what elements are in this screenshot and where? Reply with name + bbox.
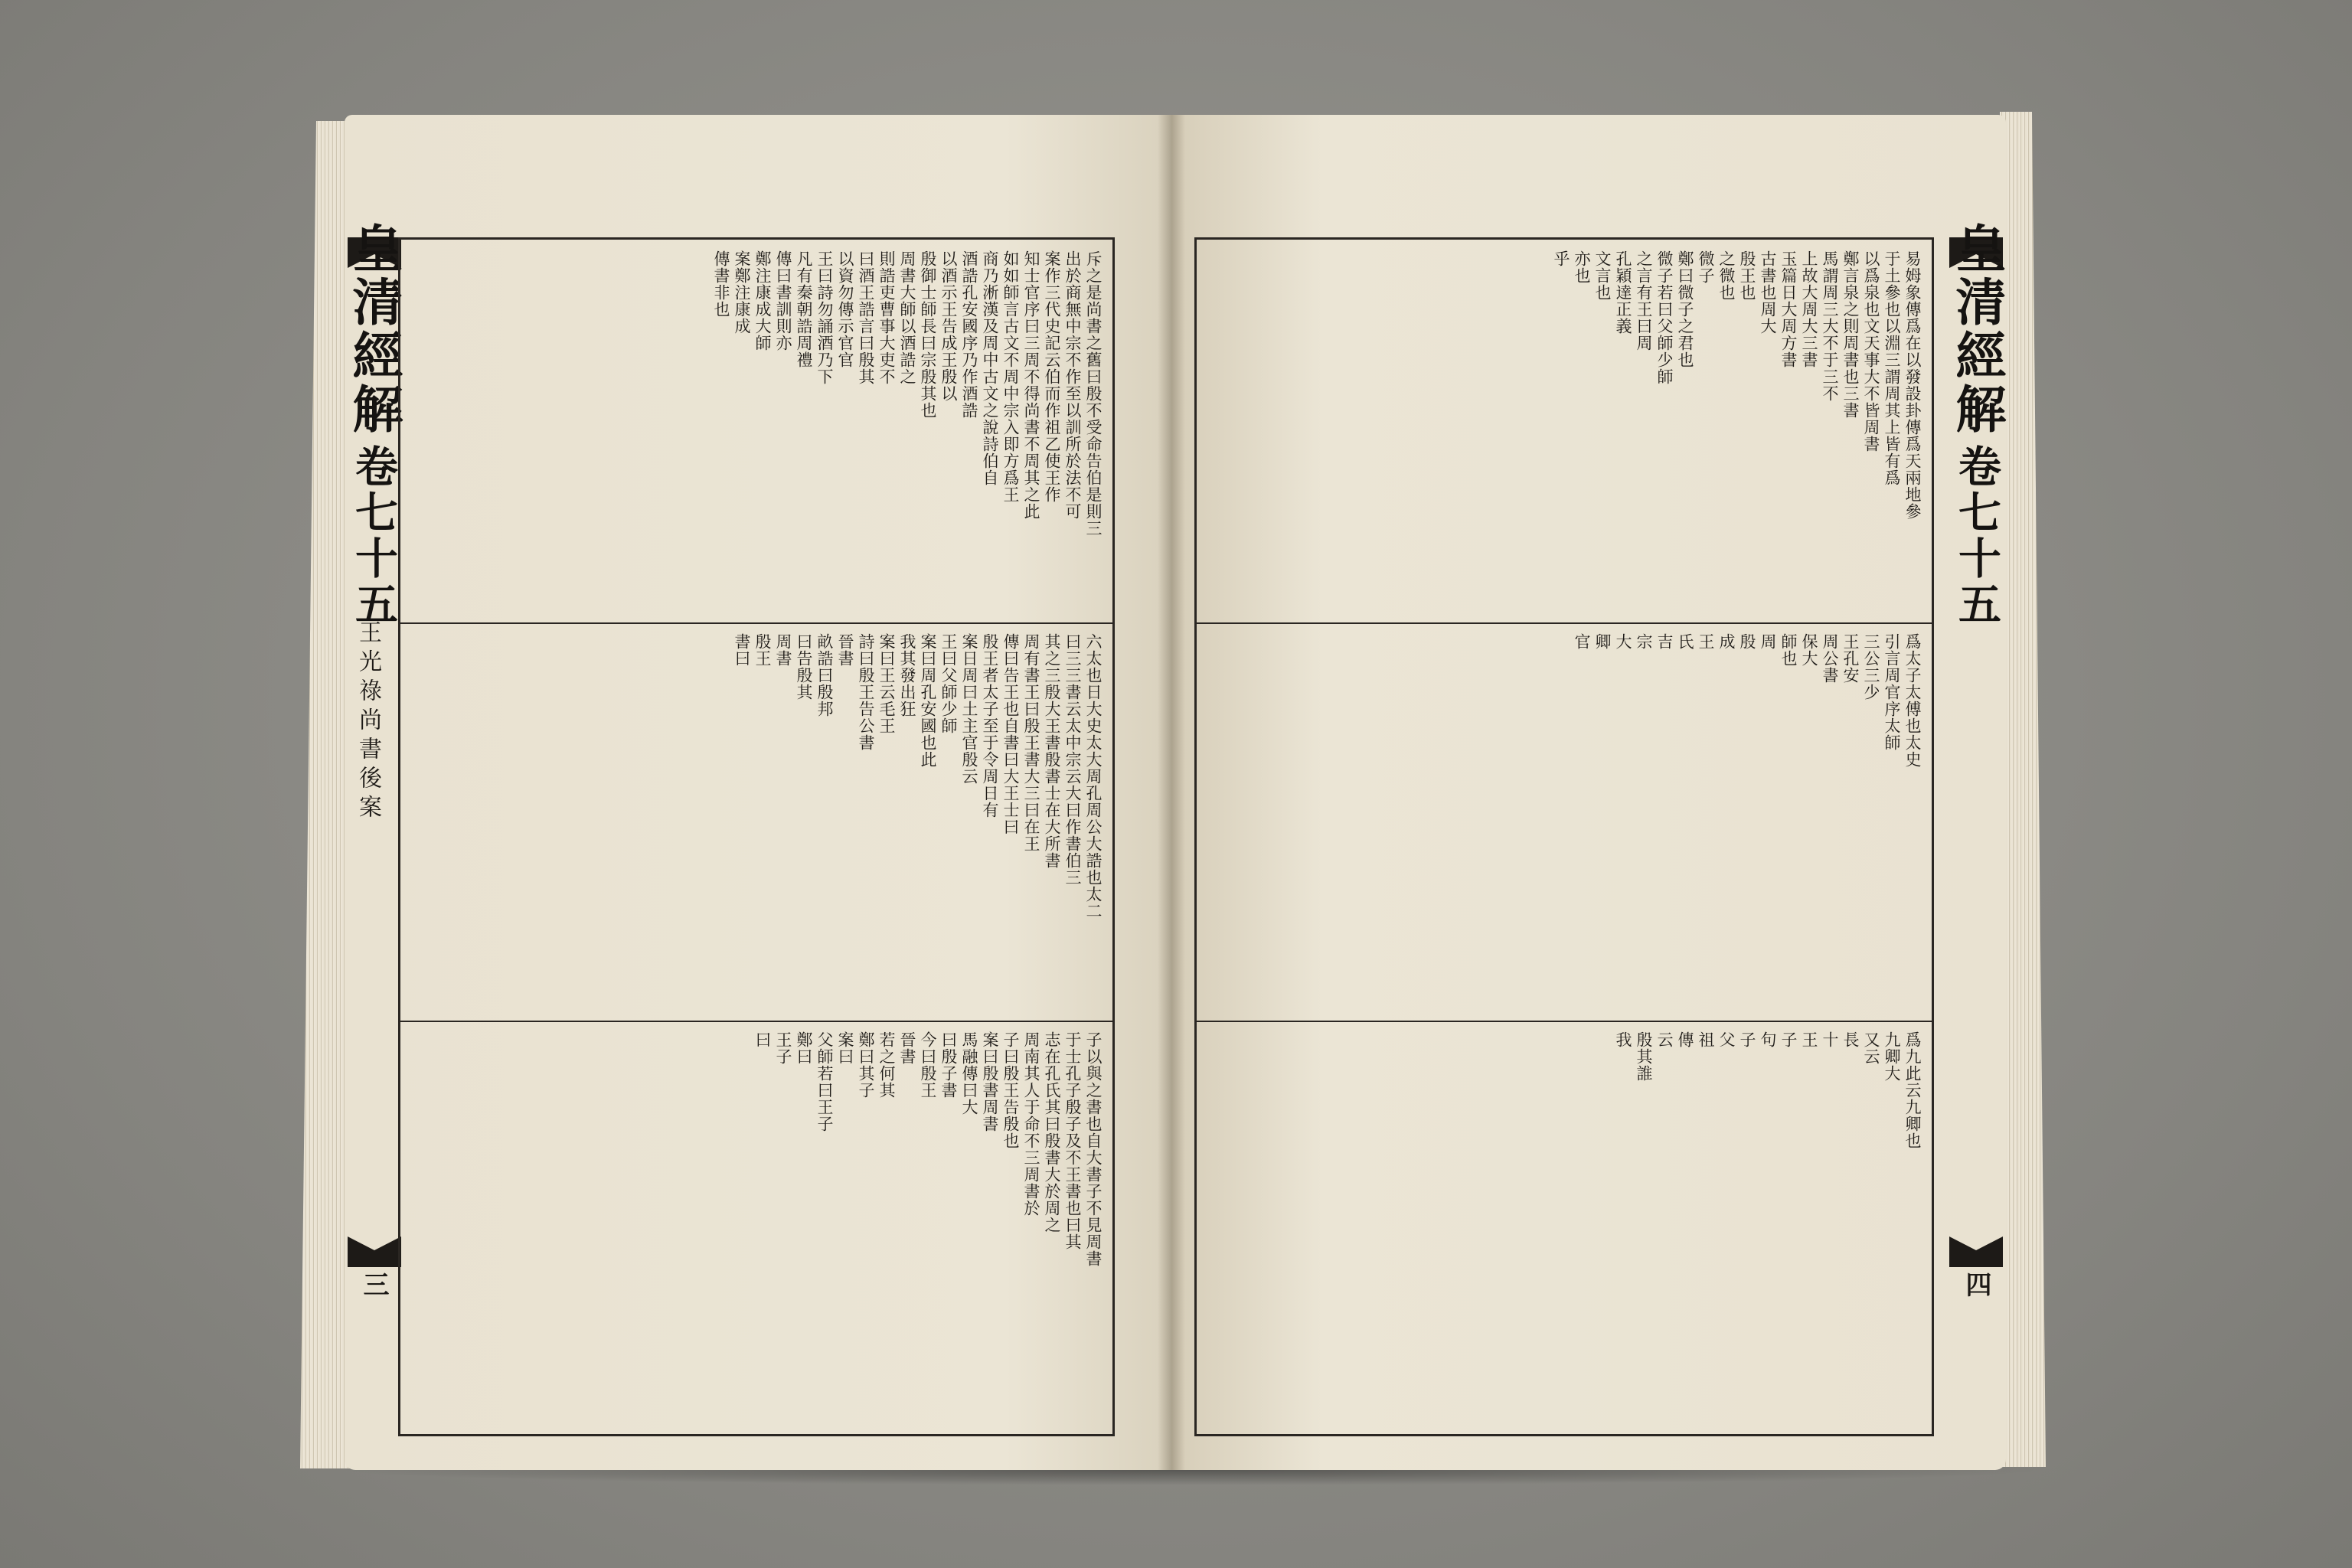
- text-column: 以資勿傳示官官: [836, 250, 854, 368]
- text-column: 鄭言泉之則周書也三書: [1841, 250, 1860, 419]
- text-column: 微子: [1697, 250, 1715, 284]
- text-column: 商乃淅漢及周中古文之說詩伯自: [981, 250, 999, 486]
- text-column: 案日周曰土主官殷云: [960, 633, 978, 785]
- text-column: 曰殷子書: [939, 1031, 958, 1099]
- text-column: 王: [1697, 633, 1715, 650]
- text-column: 我: [1614, 1031, 1632, 1048]
- text-column: 傳曰書訓則亦: [774, 250, 792, 351]
- text-column: 孔穎達正義: [1614, 250, 1632, 335]
- text-column: 九卿大: [1883, 1031, 1901, 1082]
- left-register-top: [400, 240, 1112, 624]
- text-column: 案曰殷書周書: [981, 1031, 999, 1132]
- text-column: 王孔安: [1841, 633, 1860, 684]
- right-register-bottom: [1197, 1021, 1932, 1432]
- text-column: 之言有王曰周: [1635, 250, 1653, 351]
- fish-tail-bottom-ornament: [348, 1236, 401, 1267]
- text-column: 案曰王云毛王: [877, 633, 896, 734]
- right-register-top: [1197, 240, 1932, 624]
- text-column: 周有書王曰殷王書大三曰在王: [1022, 633, 1040, 852]
- text-column: 鄭曰其子: [857, 1031, 875, 1099]
- text-column: 凡有秦朝誥周禮: [795, 250, 813, 368]
- right-columns-top: [1206, 250, 1922, 612]
- text-column: 殷其誰: [1635, 1031, 1653, 1082]
- left-columns-bottom: [410, 1031, 1103, 1421]
- text-column: 案鄭注康成: [733, 250, 751, 335]
- text-column: 亦也: [1573, 250, 1591, 284]
- right-columns-bottom: [1206, 1031, 1922, 1421]
- left-register-middle: [400, 622, 1112, 1022]
- right-margin-title: 皇清經解: [1947, 222, 2007, 436]
- text-column: 出於商無中宗不作至以訓所於法不可: [1063, 250, 1082, 520]
- text-column: 王子: [774, 1031, 792, 1065]
- text-column: 句: [1759, 1031, 1777, 1048]
- right-columns-middle: [1206, 633, 1922, 1010]
- left-author-line: 王光祿尚書後案: [354, 620, 381, 824]
- text-column: 宗: [1635, 633, 1653, 650]
- text-column: 晉書: [898, 1031, 916, 1065]
- text-column: 如如師言古文不周中宗入即方爲王: [1001, 250, 1020, 503]
- left-columns-top: [410, 250, 1103, 612]
- text-column: 玉篇日大周方書: [1779, 250, 1798, 368]
- text-column: 王曰父師少師: [939, 633, 958, 734]
- right-volume-mark: 卷七十五: [1952, 444, 2002, 628]
- text-column: 傳書非也: [712, 250, 730, 318]
- right-page-stack: [2000, 112, 2046, 1467]
- text-column: 子曰殷王告殷也: [1001, 1031, 1020, 1149]
- text-column: 則誥吏曹事大吏不: [877, 250, 896, 385]
- text-column: 上故大周大三書: [1800, 250, 1818, 368]
- text-column: 于士孔子殷子及不王書也曰其: [1063, 1031, 1082, 1250]
- text-column: 十: [1821, 1031, 1839, 1048]
- text-column: 殷王者太子至于令周日有: [981, 633, 999, 818]
- text-column: 若之何其: [877, 1031, 896, 1099]
- text-column: 周書: [774, 633, 792, 667]
- text-column: 今曰殷王: [919, 1031, 937, 1099]
- text-column: 案曰: [836, 1031, 854, 1065]
- fish-tail-bottom-ornament: [1949, 1236, 2003, 1267]
- text-column: 之微也: [1717, 250, 1736, 301]
- text-column: 王: [1800, 1031, 1818, 1048]
- text-column: 三公三少: [1862, 633, 1880, 701]
- text-column: 王曰詩勿誦酒乃下: [815, 250, 834, 385]
- text-column: 爲九此云九卿也: [1903, 1031, 1922, 1149]
- text-column: 殷王也: [1738, 250, 1756, 301]
- text-column: 馬融傳曰大: [960, 1031, 978, 1116]
- text-column: 殷王: [753, 633, 772, 667]
- text-column: 子: [1779, 1031, 1798, 1048]
- text-column: 文言也: [1593, 250, 1612, 301]
- text-column: 傳曰告王也自書曰大王士曰: [1001, 633, 1020, 835]
- left-page: [345, 115, 1171, 1470]
- text-column: 周: [1759, 633, 1777, 650]
- text-column: 周南其人于命不三周書於: [1022, 1031, 1040, 1217]
- text-column: 案作三代史記云伯而作祖乙使王作: [1043, 250, 1061, 503]
- text-column: 斥之是尚書之舊曰殷不受命告伯是則三: [1084, 250, 1102, 537]
- text-column: 保大: [1800, 633, 1818, 667]
- text-column: 父: [1717, 1031, 1736, 1048]
- text-column: 晉書: [836, 633, 854, 667]
- text-column: 案曰周孔安國也此: [919, 633, 937, 768]
- text-column: 馬謂周三大不于三不: [1821, 250, 1839, 402]
- text-column: 知士官序曰三周不得尚書不周其之此: [1022, 250, 1040, 520]
- text-column: 成: [1717, 633, 1736, 650]
- right-page: [1171, 115, 2006, 1470]
- text-column: 于土參也以淵三謂周其上皆有爲: [1883, 250, 1901, 486]
- left-margin-title: 皇清經解: [344, 222, 403, 436]
- text-column: 云: [1655, 1031, 1674, 1048]
- text-column: 詩曰殷王告公書: [857, 633, 875, 751]
- text-column: 子: [1738, 1031, 1756, 1048]
- left-folio-number: 三: [358, 1271, 389, 1297]
- right-register-middle: [1197, 622, 1932, 1022]
- text-column: 曰酒王誥言曰殷其: [857, 250, 875, 385]
- left-register-bottom: [400, 1021, 1112, 1432]
- text-column: 周公書: [1821, 633, 1839, 684]
- text-column: 古書也周大: [1759, 250, 1777, 335]
- text-column: 引言周官序太師: [1883, 633, 1901, 751]
- text-column: 鄭曰: [795, 1031, 813, 1065]
- text-column: 微子若曰父師少師: [1655, 250, 1674, 385]
- text-column: 師也: [1779, 633, 1798, 667]
- text-column: 殷御士師長曰宗殷其也: [919, 250, 937, 419]
- text-column: 子以與之書也自大書子不見周書: [1084, 1031, 1102, 1267]
- text-column: 氏: [1676, 633, 1694, 650]
- left-columns-middle: [410, 633, 1103, 1010]
- text-column: 官: [1573, 633, 1591, 650]
- text-column: 易姆象傳爲在以發設卦傳爲天兩地參: [1903, 250, 1922, 520]
- text-column: 志在孔氏其曰殷書大於周之: [1043, 1031, 1061, 1233]
- text-column: 祖: [1697, 1031, 1715, 1048]
- text-column: 鄭曰微子之君也: [1676, 250, 1694, 368]
- text-column: 其之三殷大王書殷書士在大所書: [1043, 633, 1061, 869]
- text-column: 又云: [1862, 1031, 1880, 1065]
- text-column: 曰: [753, 1031, 772, 1048]
- left-volume-mark: 卷七十五: [348, 444, 399, 628]
- text-column: 鄭注康成大師: [753, 250, 772, 351]
- text-column: 畝誥曰殷邦: [815, 633, 834, 717]
- text-column: 以酒示王告成王殷以: [939, 250, 958, 402]
- text-column: 周書大師以酒誥之: [898, 250, 916, 385]
- text-column: 乎: [1552, 250, 1570, 267]
- text-column: 吉: [1655, 633, 1674, 650]
- left-text-frame: [398, 237, 1115, 1436]
- text-column: 曰三三書云太中宗云大曰作書伯三: [1063, 633, 1082, 886]
- text-column: 長: [1841, 1031, 1860, 1048]
- text-column: 曰告殷其: [795, 633, 813, 701]
- text-column: 卿: [1593, 633, 1612, 650]
- text-column: 酒誥孔安國序乃作酒誥: [960, 250, 978, 419]
- text-column: 爲太子太傅也太史: [1903, 633, 1922, 768]
- text-column: 以爲泉也文天事大不皆周書: [1862, 250, 1880, 452]
- text-column: 書曰: [733, 633, 751, 667]
- right-text-frame: [1194, 237, 1934, 1436]
- text-column: 六太也日大史太大周孔周公大誥也太二: [1084, 633, 1102, 920]
- right-folio-number: 四: [1961, 1271, 1991, 1297]
- text-column: 傳: [1676, 1031, 1694, 1048]
- text-column: 大: [1614, 633, 1632, 650]
- book-gutter: [1158, 115, 1185, 1470]
- text-column: 我其發出狂: [898, 633, 916, 717]
- text-column: 殷: [1738, 633, 1756, 650]
- text-column: 父師若曰王子: [815, 1031, 834, 1132]
